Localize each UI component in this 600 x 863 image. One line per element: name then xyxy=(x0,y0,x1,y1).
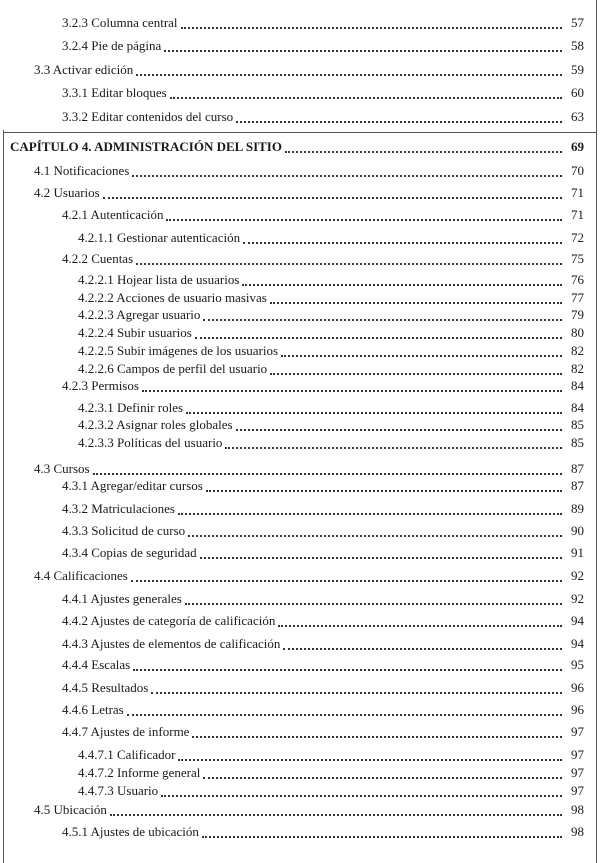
toc-entry xyxy=(0,84,600,102)
toc-dot-leader xyxy=(142,390,562,392)
toc-entry-page-number: 79 xyxy=(571,307,584,322)
toc-dot-leader xyxy=(161,795,562,797)
toc-dot-leader xyxy=(186,412,562,414)
toc-entry-title: 4.4.2 Ajustes de categoría de calificación xyxy=(62,613,276,628)
toc-entry xyxy=(0,306,600,324)
toc-entry-page-number: 95 xyxy=(571,657,584,672)
toc-entry xyxy=(0,184,600,202)
toc-entry-title: 4.4.1 Ajustes generales xyxy=(62,591,182,606)
toc-entry xyxy=(0,590,600,608)
toc-entry-title: 4.4.3 Ajustes de elementos de calificación xyxy=(62,636,281,651)
toc-chapter-entry xyxy=(0,138,600,156)
toc-entry-page-number: 76 xyxy=(571,272,584,287)
toc-entry-page-number: 80 xyxy=(571,325,584,340)
toc-dot-leader xyxy=(151,692,562,694)
toc-entry-title: 4.2.3.3 Políticas del usuario xyxy=(78,435,223,450)
toc-entry-title: 4.4.7 Ajustes de informe xyxy=(62,724,190,739)
toc-entry-title: 4.5.1 Ajustes de ubicación xyxy=(62,824,199,839)
toc-entry-title: 4.3.1 Agregar/editar cursos xyxy=(62,478,203,493)
toc-entry-page-number: 84 xyxy=(571,400,584,415)
toc-entry-page-number: 98 xyxy=(571,802,584,817)
toc-entry-page-number: 71 xyxy=(571,207,584,222)
toc-dot-leader xyxy=(243,242,562,244)
toc-entry-page-number: 84 xyxy=(571,378,584,393)
toc-entry-page-number: 85 xyxy=(571,435,584,450)
toc-dot-leader xyxy=(181,27,562,29)
toc-entry-title: 4.5 Ubicación xyxy=(34,802,107,817)
toc-entry-title: 4.2.3.1 Definir roles xyxy=(78,400,184,415)
toc-entry-page-number: 89 xyxy=(571,501,584,516)
toc-entry-page-number: 92 xyxy=(571,568,584,583)
toc-entry-page-number: 96 xyxy=(571,702,584,717)
toc-entry-title: 4.2.1.1 Gestionar autenticación xyxy=(78,230,241,245)
toc-dot-leader xyxy=(170,97,562,99)
toc-dot-leader xyxy=(136,74,562,76)
toc-entry-title: 4.2.2.2 Acciones de usuario masivas xyxy=(78,290,267,305)
toc-dot-leader xyxy=(166,219,562,221)
toc-dot-leader xyxy=(285,151,562,153)
toc-dot-leader xyxy=(110,814,562,816)
toc-entry-title: 4.4.7.1 Calificador xyxy=(78,747,176,762)
toc-dot-leader xyxy=(281,355,562,357)
toc-entry xyxy=(0,801,600,819)
toc-dot-leader xyxy=(195,337,562,339)
toc-entry-page-number: 60 xyxy=(571,85,584,100)
toc-entry-title: 3.2.4 Pie de página xyxy=(62,38,162,53)
toc-entry xyxy=(0,500,600,518)
toc-entry xyxy=(0,342,600,360)
toc-chapter-divider xyxy=(3,132,597,133)
toc-entry-title: 4.2.1 Autenticación xyxy=(62,207,164,222)
toc-entry-title: 4.4.4 Escalas xyxy=(62,657,131,672)
toc-entry-title: CAPÍTULO 4. ADMINISTRACIÓN DEL SITIO xyxy=(10,139,282,154)
toc-dot-leader xyxy=(278,625,562,627)
toc-entry-title: 4.2.2.3 Agregar usuario xyxy=(78,307,201,322)
toc-entry xyxy=(0,782,600,800)
toc-entry-page-number: 94 xyxy=(571,613,584,628)
toc-entry xyxy=(0,764,600,782)
toc-entry-title: 3.2.3 Columna central xyxy=(62,15,178,30)
toc-entry xyxy=(0,612,600,630)
toc-entry-page-number: 57 xyxy=(571,15,584,30)
toc-left-rule xyxy=(3,130,4,863)
toc-dot-leader xyxy=(132,175,562,177)
toc-entry-page-number: 87 xyxy=(571,478,584,493)
toc-entry-title: 4.2.2.6 Campos de perfil del usuario xyxy=(78,361,268,376)
toc-entry-page-number: 97 xyxy=(571,783,584,798)
toc-entry xyxy=(0,477,600,495)
toc-entry-page-number: 63 xyxy=(571,109,584,124)
toc-dot-leader xyxy=(93,473,562,475)
toc-entry xyxy=(0,723,600,741)
toc-entry-title: 3.3.2 Editar contenidos del curso xyxy=(62,109,234,124)
toc-entry-page-number: 71 xyxy=(571,185,584,200)
toc-entry-page-number: 75 xyxy=(571,251,584,266)
toc-entry-title: 4.4.5 Resultados xyxy=(62,680,149,695)
toc-dot-leader xyxy=(131,580,562,582)
toc-entry-page-number: 91 xyxy=(571,545,584,560)
toc-entry-title: 4.2.2.1 Hojear lista de usuarios xyxy=(78,272,240,287)
toc-dot-leader xyxy=(270,373,562,375)
toc-entry-title: 4.4.6 Letras xyxy=(62,702,124,717)
toc-entry xyxy=(0,701,600,719)
toc-entry xyxy=(0,416,600,434)
toc-entry xyxy=(0,635,600,653)
toc-entry-title: 4.4.7.2 Informe general xyxy=(78,765,201,780)
toc-dot-leader xyxy=(133,669,562,671)
toc-entry-title: 4.3.3 Solicitud de curso xyxy=(62,523,186,538)
toc-entry-title: 4.2.2.5 Subir imágenes de los usuarios xyxy=(78,343,279,358)
toc-entry xyxy=(0,544,600,562)
toc-entry-title: 4.2.2.4 Subir usuarios xyxy=(78,325,192,340)
toc-entry-page-number: 82 xyxy=(571,343,584,358)
toc-entry-page-number: 96 xyxy=(571,680,584,695)
toc-dot-leader xyxy=(164,50,562,52)
toc-entry xyxy=(0,522,600,540)
toc-entry-page-number: 97 xyxy=(571,765,584,780)
toc-entry xyxy=(0,823,600,841)
toc-entry-title: 4.4 Calificaciones xyxy=(34,568,128,583)
toc-dot-leader xyxy=(103,197,562,199)
toc-entry-page-number: 82 xyxy=(571,361,584,376)
toc-dot-leader xyxy=(127,714,562,716)
toc-entry xyxy=(0,567,600,585)
toc-entry xyxy=(0,108,600,126)
toc-entry-page-number: 72 xyxy=(571,230,584,245)
toc-entry-title: 4.1 Notificaciones xyxy=(34,163,130,178)
toc-entry xyxy=(0,14,600,32)
toc-entry-page-number: 94 xyxy=(571,636,584,651)
toc-entry xyxy=(0,679,600,697)
toc-entry-page-number: 58 xyxy=(571,38,584,53)
toc-dot-leader xyxy=(202,836,562,838)
toc-entry-title: 3.3 Activar edición xyxy=(34,62,134,77)
toc-dot-leader xyxy=(178,513,562,515)
toc-entry xyxy=(0,377,600,395)
toc-entry xyxy=(0,250,600,268)
toc-entry-title: 4.2 Usuarios xyxy=(34,185,100,200)
toc-entry xyxy=(0,746,600,764)
toc-dot-leader xyxy=(236,429,562,431)
toc-dot-leader xyxy=(203,777,562,779)
toc-dot-leader xyxy=(283,648,562,650)
toc-entry xyxy=(0,271,600,289)
toc-dot-leader xyxy=(242,284,562,286)
toc-right-rule xyxy=(596,0,597,863)
toc-entry xyxy=(0,399,600,417)
toc-dot-leader xyxy=(185,603,562,605)
toc-entry xyxy=(0,460,600,478)
toc-entry-page-number: 77 xyxy=(571,290,584,305)
toc-dot-leader xyxy=(178,759,562,761)
toc-dot-leader xyxy=(270,302,562,304)
toc-dot-leader xyxy=(200,557,562,559)
toc-entry xyxy=(0,206,600,224)
toc-entry-page-number: 87 xyxy=(571,461,584,476)
toc-entry-title: 4.3 Cursos xyxy=(34,461,90,476)
toc-entry-title: 3.3.1 Editar bloques xyxy=(62,85,167,100)
toc-entry-page-number: 90 xyxy=(571,523,584,538)
toc-dot-leader xyxy=(136,263,562,265)
toc-entry-page-number: 85 xyxy=(571,417,584,432)
toc-entry-title: 4.4.7.3 Usuario xyxy=(78,783,159,798)
toc-entry xyxy=(0,37,600,55)
toc-entry xyxy=(0,324,600,342)
toc-dot-leader xyxy=(206,490,562,492)
toc-dot-leader xyxy=(188,535,562,537)
toc-entry-page-number: 69 xyxy=(571,139,584,154)
toc-entry-title: 4.3.4 Copias de seguridad xyxy=(62,545,197,560)
toc-entry xyxy=(0,434,600,452)
toc-entry-page-number: 92 xyxy=(571,591,584,606)
toc-dot-leader xyxy=(192,736,562,738)
toc-entry xyxy=(0,360,600,378)
toc-dot-leader xyxy=(236,121,562,123)
toc-entry-title: 4.3.2 Matriculaciones xyxy=(62,501,175,516)
toc-entry-page-number: 70 xyxy=(571,163,584,178)
toc-entry-page-number: 97 xyxy=(571,724,584,739)
toc-entry xyxy=(0,61,600,79)
toc-entry-page-number: 97 xyxy=(571,747,584,762)
toc-entry-page-number: 59 xyxy=(571,62,584,77)
toc-entry xyxy=(0,229,600,247)
toc-entry xyxy=(0,162,600,180)
toc-entry-title: 4.2.3 Permisos xyxy=(62,378,139,393)
toc-entry xyxy=(0,656,600,674)
toc-dot-leader xyxy=(203,319,562,321)
toc-entry-page-number: 98 xyxy=(571,824,584,839)
toc-entry-title: 4.2.3.2 Asignar roles globales xyxy=(78,417,233,432)
toc-dot-leader xyxy=(225,447,562,449)
toc-entry xyxy=(0,289,600,307)
toc-entry-title: 4.2.2 Cuentas xyxy=(62,251,134,266)
